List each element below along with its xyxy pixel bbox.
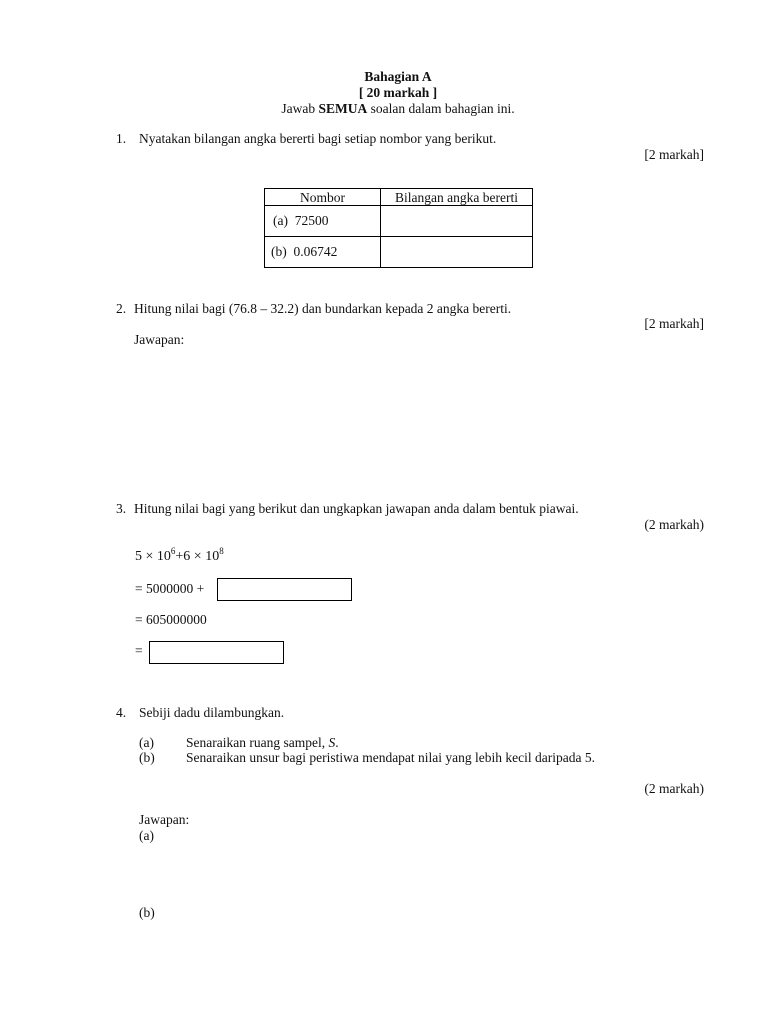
q1-row-b-cell: [265, 237, 381, 268]
instruction-pre: Jawab: [281, 101, 319, 116]
q3-expr-b-exp: 8: [219, 546, 224, 556]
q1-table: [264, 188, 533, 268]
q1-header-bilangan: Bilangan angka bererti: [381, 189, 533, 206]
q4-answer-a: (a): [139, 828, 154, 843]
q3-answer-box-1[interactable]: [217, 578, 352, 601]
q1-marks: [2 markah]: [644, 147, 704, 162]
q4-part-a-var: S: [328, 735, 336, 750]
q1-row-a-value: 72500: [294, 213, 329, 228]
q1-number: 1.: [116, 131, 127, 146]
q1-row-a-answer-cell[interactable]: [381, 206, 533, 237]
q1-table-header-row: [265, 189, 533, 206]
q2-number: 2.: [116, 301, 127, 316]
q3-expr-b: +6 × 10: [175, 549, 220, 564]
q1-row-a-label: (a): [273, 213, 288, 228]
q1-row-b-label: (b): [271, 244, 287, 259]
q3-marks: (2 markah): [644, 517, 704, 532]
q3-expr-a: 5 × 10: [135, 549, 171, 564]
q4-part-a-post: .: [335, 735, 339, 750]
q1-header-nombor: Nombor: [265, 189, 381, 206]
q4-marks: (2 markah): [644, 781, 704, 796]
q3-answer-box-2[interactable]: [149, 641, 284, 664]
q3-expr-a-exp: 6: [170, 546, 176, 556]
q4-part-a-label: (a): [139, 735, 154, 750]
q3-step1: = 5000000 +: [135, 581, 205, 596]
q1-row-b-answer-cell[interactable]: [381, 237, 533, 268]
q3-number: 3.: [116, 501, 127, 516]
q4-number: 4.: [116, 705, 127, 720]
instruction-post: soalan dalam bahagian ini.: [367, 101, 515, 116]
q3-step2: = 605000000: [135, 612, 207, 627]
section-title: Bahagian A: [364, 69, 432, 84]
q4-part-b-text: Senaraikan unsur bagi peristiwa mendapat nilai yang lebih kecil daripada 5.: [186, 750, 595, 765]
section-instruction: [0, 101, 768, 117]
q2-answer-label: Jawapan:: [134, 332, 185, 347]
q2-marks: [2 markah]: [644, 316, 704, 331]
q2-text: Hitung nilai bagi (76.8 – 32.2) dan bundarkan kepada 2 angka bererti.: [134, 301, 512, 316]
q4-answer-label: Jawapan:: [139, 812, 190, 827]
q4-answer-b: (b): [139, 905, 155, 920]
section-marks: [ 20 markah ]: [358, 85, 438, 100]
q4-part-a-text: [186, 735, 339, 751]
q4-text: Sebiji dadu dilambungkan.: [139, 705, 285, 720]
q3-step3: =: [135, 643, 143, 658]
q3-text: Hitung nilai bagi yang berikut dan ungkapkan jawapan anda dalam bentuk piawai.: [134, 501, 579, 516]
q4-part-b-label: (b): [139, 750, 155, 765]
q1-text: Nyatakan bilangan angka bererti bagi setiap nombor yang berikut.: [139, 131, 497, 146]
q3-expression: [135, 546, 224, 565]
table-row: [265, 206, 533, 237]
q4-part-a-pre: Senaraikan ruang sampel,: [186, 735, 329, 750]
q1-row-a-cell: [265, 206, 381, 237]
table-row: [265, 237, 533, 268]
instruction-bold: SEMUA: [318, 101, 368, 116]
q1-row-b-value: 0.06742: [293, 244, 338, 259]
